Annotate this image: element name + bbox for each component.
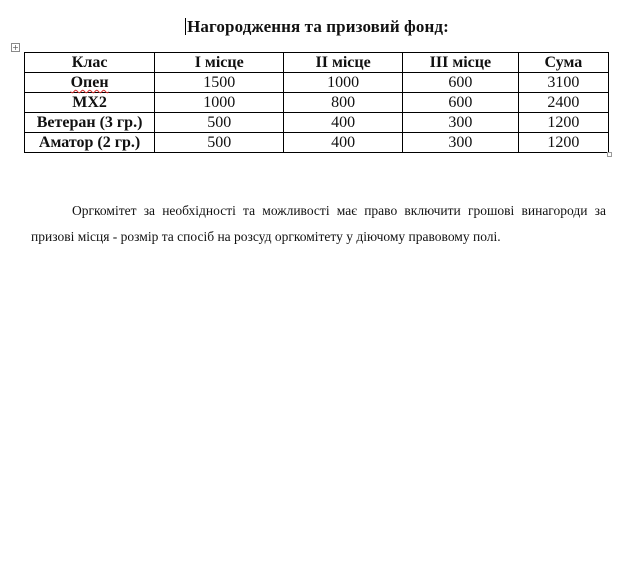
header-third-place: ІІІ місце	[402, 53, 518, 73]
header-class: Клас	[25, 53, 155, 73]
first-place-cell: 1500	[155, 73, 284, 93]
prize-table	[24, 52, 609, 153]
sum-cell: 2400	[518, 93, 608, 113]
row-class-cell	[25, 73, 155, 93]
header-first-place: І місце	[155, 53, 284, 73]
second-place-cell: 800	[284, 93, 403, 113]
second-place-cell: 400	[284, 113, 403, 133]
text-cursor	[185, 18, 186, 35]
heading-text: Нагородження та призовий фонд:	[187, 17, 449, 36]
header-second-place: ІІ місце	[284, 53, 403, 73]
third-place-cell: 600	[402, 73, 518, 93]
row-class-cell: Аматор (2 гр.)	[25, 133, 155, 153]
sum-cell: 3100	[518, 73, 608, 93]
document-heading	[0, 17, 634, 37]
table-row	[25, 93, 609, 113]
table-header-row	[25, 53, 609, 73]
table-row	[25, 113, 609, 133]
second-place-cell: 400	[284, 133, 403, 153]
table-resize-icon[interactable]	[607, 152, 612, 157]
table-row	[25, 73, 609, 93]
table-move-icon[interactable]: +	[12, 43, 19, 52]
first-place-cell: 500	[155, 133, 284, 153]
body-paragraph: Оргкомітет за необхідності та можливості має право включити грошові винагороди за призові місця - розмір та спосіб на розсуд оргкомітету у діючому правовому полі.	[31, 202, 606, 244]
table-row	[25, 133, 609, 153]
header-sum: Сума	[518, 53, 608, 73]
first-place-cell: 1000	[155, 93, 284, 113]
sum-cell: 1200	[518, 113, 608, 133]
first-place-cell: 500	[155, 113, 284, 133]
third-place-cell: 300	[402, 113, 518, 133]
sum-cell: 1200	[518, 133, 608, 153]
row-class-cell: Ветеран (3 гр.)	[25, 113, 155, 133]
spellcheck-underlined-text: Опен	[70, 74, 109, 91]
third-place-cell: 600	[402, 93, 518, 113]
row-class-cell: МХ2	[25, 93, 155, 113]
second-place-cell: 1000	[284, 73, 403, 93]
third-place-cell: 300	[402, 133, 518, 153]
